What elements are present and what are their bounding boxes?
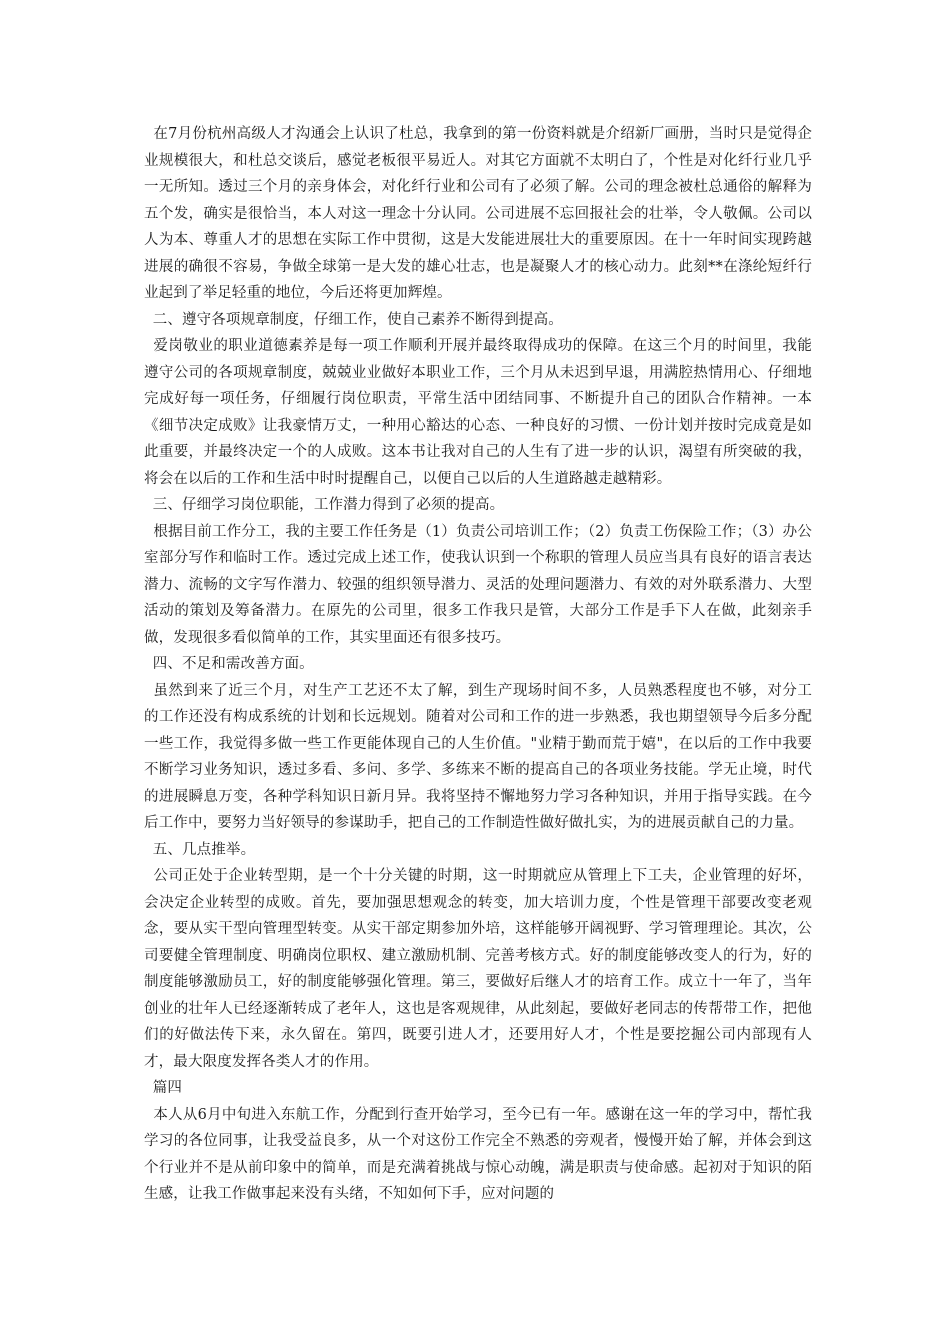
paragraph: 本人从6月中旬进入东航工作，分配到行查开始学习，至今已有一年。感谢在这一年的学习中，帮忙我学习的各位同事，让我受益良多，从一个对这份工作完全不熟悉的旁观者，慢慢开始了解，并体会到这个行业并不是从前印象中的简单，而是充满着挑战与惊心动魄，满是职责与使命感。起初对于知识的陌生感，让我工作做事起来没有头绪，不知如何下手，应对问题的 — [144, 1106, 812, 1202]
part-heading: 篇四 — [152, 1080, 182, 1096]
paragraph: 虽然到来了近三个月，对生产工艺还不太了解，到生产现场时间不多，人员熟悉程度也不够，对分工的工作还没有构成系统的计划和长远规划。随着对公司和工作的进一步熟悉，我也期望领导今后多分配一些工作，我觉得多做一些工作更能体现自己的人生价值。"业精于勤而荒于嬉"，在以后的工作中我要不断学习业务知识，透过多看、多问、多学、多练来不断的提高自己的各项业务技能。学无止境，时代的进展瞬息万变，各种学科知识日新月异。我将坚持不懈地努力学习各种知识，并用于指导实践。在今后工作中，要努力当好领导的参谋助手，把自己的工作制造性做好做扎实，为的进展贡献自己的力量。 — [144, 682, 812, 831]
paragraph: 爱岗敬业的职业道德素养是每一项工作顺利开展并最终取得成功的保障。在这三个月的时间里，我能遵守公司的各项规章制度，兢兢业业做好本职业工作，三个月从未迟到早退，用满腔热情用心、仔细地完成好每一项任务，仔细履行岗位职责，平常生活中团结同事、不断提升自己的团队合作精神。一本《细节决定成败》让我豪情万丈，一种用心豁达的心态、一种良好的习惯、一份计划并按时完成竟是如此重要，并最终决定一个的人成败。这本书让我对自己的人生有了进一步的认识，渴望有所突破的我，将会在以后的工作和生活中时时提醒自己，以便自己以后的人生道路越走越精彩。 — [144, 338, 812, 487]
paragraph: 公司正处于企业转型期，是一个十分关键的时期，这一时期就应从管理上下工夫，企业管理的好坏，会决定企业转型的成败。首先，要加强思想观念的转变，加大培训力度，个性是管理干部要改变老观念，要从实干型向管理型转变。从实干部定期参加外培，这样能够开阔视野、学习管理理论。其次，公司要健全管理制度、明确岗位职权、建立激励机制、完善考核方式。好的制度能够改变人的行为，好的制度能够激励员工，好的制度能够强化管理。第三，要做好后继人才的培育工作。成立十一年了，当年创业的壮年人已经逐渐转成了老年人，这也是客观规律，从此刻起，要做好老同志的传帮带工作，把他们的好做法传下来，永久留在。第四，既要引进人才，还要用好人才，个性是要挖掘公司内部现有人才，最大限度发挥各类人才的作用。 — [144, 868, 812, 1070]
section-heading: 四、不足和需改善方面。 — [152, 656, 314, 672]
document-page — [144, 121, 812, 1208]
paragraph: 在7月份杭州高级人才沟通会上认识了杜总，我拿到的第一份资料就是介绍新厂画册，当时只是觉得企业规模很大，和杜总交谈后，感觉老板很平易近人。对其它方面就不太明白了，个性是对化纤行业几乎一无所知。透过三个月的亲身体会，对化纤行业和公司有了必须了解。公司的理念被杜总通俗的解释为五个发，确实是很恰当，本人对这一理念十分认同。公司进展不忘回报社会的壮举，令人敬佩。公司以人为本、尊重人才的思想在实际工作中贯彻，这是大发能进展壮大的重要原因。在十一年时间实现跨越进展的确很不容易，争做全球第一是大发的雄心壮志，也是凝聚人才的核心动力。此刻**在涤纶短纤行业起到了举足轻重的地位，今后还将更加辉煌。 — [144, 126, 812, 301]
section-heading: 二、遵守各项规章制度，仔细工作，使自己素养不断得到提高。 — [152, 311, 563, 328]
section-heading: 三、仔细学习岗位职能，工作潜力得到了必须的提高。 — [152, 497, 505, 513]
paragraph: 根据目前工作分工，我的主要工作任务是（1）负责公司培训工作；（2）负责工伤保险工作；（3）办公室部分写作和临时工作。透过完成上述工作，使我认识到一个称职的管理人员应当具有良好的语言表达潜力、流畅的文字写作潜力、较强的组织领导潜力、灵活的处理问题潜力、有效的对外联系潜力、大型活动的策划及筹备潜力。在原先的公司里，很多工作我只是管，大部分工作是手下人在做，此刻亲手做，发现很多看似简单的工作，其实里面还有很多技巧。 — [144, 523, 812, 646]
section-heading: 五、几点推举。 — [152, 841, 256, 858]
